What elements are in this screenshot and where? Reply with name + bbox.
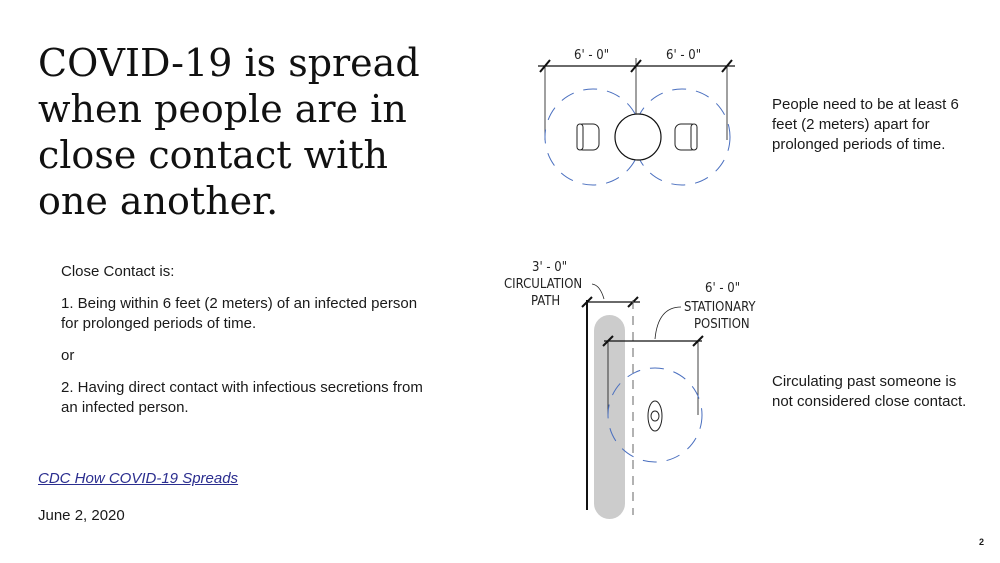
- distancing-caption: People need to be at least 6 feet (2 meters) apart for prolonged periods of time.: [772, 96, 959, 153]
- close-contact-heading: Close Contact is:: [61, 263, 175, 280]
- title-line: one another.: [38, 179, 279, 223]
- circulation-diagram: [500, 255, 790, 525]
- definition-point-1: 1. Being within 6 feet (2 meters) of an infected person for prolonged periods of time.: [61, 295, 418, 332]
- person-icon: [648, 401, 662, 431]
- page-number: 2: [978, 537, 984, 547]
- cdc-source-link[interactable]: CDC How COVID-19 Spreads: [38, 470, 239, 487]
- title-line: close contact with: [38, 133, 388, 177]
- publish-date: June 2, 2020: [38, 507, 125, 524]
- circulation-caption: Circulating past someone is not considered close contact.: [772, 373, 967, 410]
- distancing-diagram: [530, 40, 750, 200]
- dimension-label-right: 6' - 0": [666, 48, 702, 63]
- close-contact-definition: [61, 262, 431, 430]
- path-label-line2: PATH: [531, 294, 561, 309]
- or-separator: or: [61, 347, 75, 364]
- title-line: when people are in: [38, 87, 407, 131]
- chair-left-icon: [577, 124, 599, 150]
- definition-point-2: 2. Having direct contact with infectious secretions from an infected person.: [61, 379, 423, 416]
- chair-right-icon: [675, 124, 697, 150]
- station-dimension-label: 6' - 0": [705, 281, 741, 296]
- table-icon: [615, 114, 661, 160]
- circulation-path-shape: [594, 315, 625, 519]
- dimension-label-left: 6' - 0": [574, 48, 610, 63]
- station-label-line2: POSITION: [694, 317, 750, 332]
- station-label-line1: STATIONARY: [684, 300, 756, 315]
- path-label-line1: CIRCULATION: [504, 277, 583, 292]
- title-line: COVID-19 is spread: [38, 41, 420, 85]
- slide-title: [38, 40, 438, 224]
- path-dimension-label: 3' - 0": [532, 260, 568, 275]
